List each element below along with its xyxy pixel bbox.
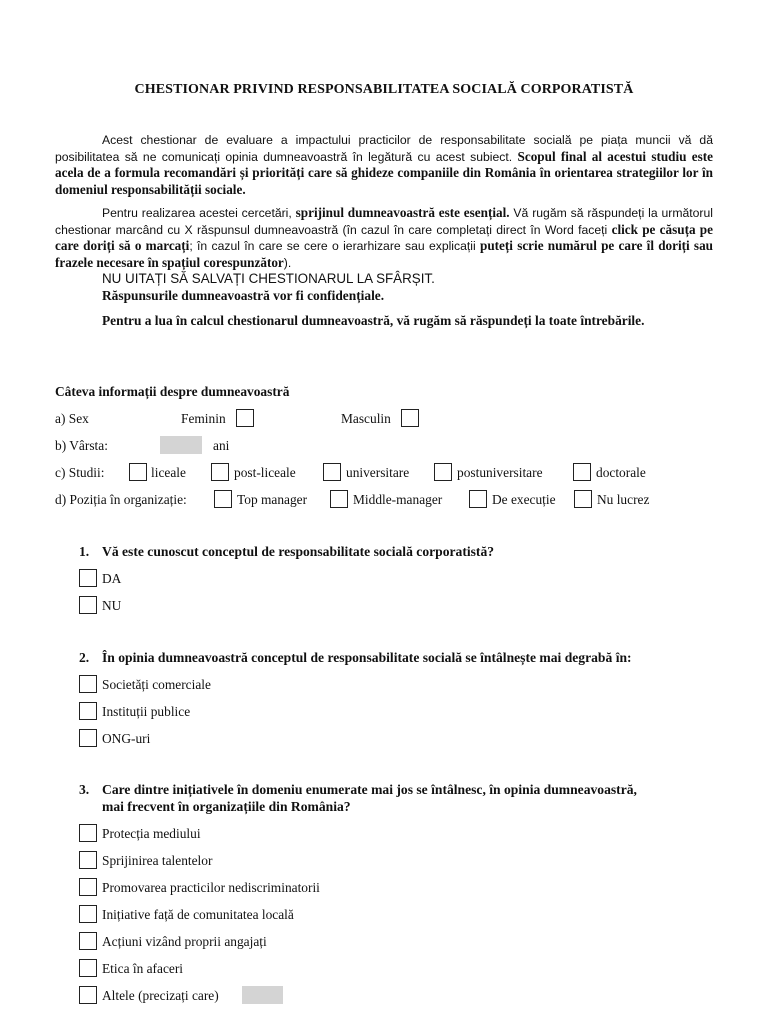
studies-option-label: universitare [346,465,410,480]
position-checkbox[interactable] [469,490,487,508]
q3-option-checkbox[interactable] [79,851,97,869]
sex-male-checkbox[interactable] [401,409,419,427]
position-option-label: Middle-manager [353,492,443,507]
answer-all-note: Pentru a lua în calcul chestionarul dumneavoastră, vă rugăm să răspundeți la toate întrebările. [102,313,645,328]
intro-p2-text-e: ; în cazul în care se cere o ierarhizare sau explicații [189,239,480,254]
studies-option-label: post-liceale [234,465,296,480]
intro-p2-bold-d: click pe căsuța pe care doriți să o marcați [55,221,713,254]
q3-option-checkbox[interactable] [79,878,97,896]
q3-option-label: Altele (precizați care) [102,988,219,1003]
q3-option-label: Acțiuni vizând proprii angajați [102,934,267,949]
intro-p2-bold-b: sprijinul dumneavoastră este esențial. [295,205,510,220]
q3-option-checkbox[interactable] [79,824,97,842]
studies-option-label: liceale [151,465,186,480]
intro-p1-bold: Scopul final al acestui studiu este acela de a formula recomandări și priorități care să ghideze companiile din România în orientarea strategiilor lor în domeniul responsabilității sociale. [55,148,713,197]
sex-option-label: Feminin [181,411,226,426]
question-2-text: În opinia dumneavoastră conceptul de responsabilitate socială se întâlnește mai degrabă în: [102,650,632,665]
intro-paragraph-2 [55,205,713,271]
position-checkbox[interactable] [330,490,348,508]
q3-option-checkbox[interactable] [79,932,97,950]
q3-option-label: Inițiative față de comunitatea locală [102,907,294,922]
sex-female-checkbox[interactable] [236,409,254,427]
age-unit: ani [213,438,230,453]
q3-option-checkbox[interactable] [79,959,97,977]
q3-other-input[interactable] [242,986,283,1004]
question-number: 3. [79,782,90,797]
intro-p2-text-c: Vă rugăm să răspundeți la următorul chestionar marcând cu X răspunsul dumneavoastră (în cazul în care completați direct în Word faceți [55,206,713,237]
age-input[interactable] [160,436,202,454]
intro-p2-bold-f: puteți scrie numărul pe care îl doriți sau frazele necesare în spațiul corespunzător [55,238,713,270]
studies-checkbox[interactable] [211,463,229,481]
q1-option-label: DA [102,571,122,586]
position-option-label: Top manager [237,492,308,507]
position-checkbox[interactable] [574,490,592,508]
studies-checkbox[interactable] [323,463,341,481]
q3-option-checkbox[interactable] [79,986,97,1004]
q1-option-checkbox[interactable] [79,569,97,587]
q3-option-label: Sprijinirea talentelor [102,853,213,868]
info-heading: Câteva informații despre dumneavoastră [55,384,290,399]
q3-option-label: Protecția mediului [102,826,201,841]
q1-option-label: NU [102,598,122,613]
question-1-text: Vă este cunoscut conceptul de responsabilitate socială corporatistă? [102,544,495,559]
q1-option-checkbox[interactable] [79,596,97,614]
studies-checkbox[interactable] [434,463,452,481]
q2-option-checkbox[interactable] [79,675,97,693]
q2-option-checkbox[interactable] [79,729,97,747]
q2-option-label: Instituții publice [102,704,191,719]
sex-label: a) Sex [55,411,89,426]
studies-checkbox[interactable] [573,463,591,481]
save-notice: NU UITAȚI SĂ SALVAȚI CHESTIONARUL LA SFÂRȘIT. [102,271,435,286]
studies-checkbox[interactable] [129,463,147,481]
intro-p1-text: Acest chestionar de evaluare a impactului practicilor de responsabilitate socială pe piața muncii vă dă posibilitatea să ne comunicați opinia dumneavoastră în legătură cu acest subiect. [55,133,713,164]
q3-option-label: Etica în afaceri [102,961,184,976]
document-title: CHESTIONAR PRIVIND RESPONSABILITATEA SOCIALĂ CORPORATISTĂ [134,82,634,97]
question-3-text: Care dintre inițiativele în domeniu enumerate mai jos se întâlnesc, în opinia dumneavoastră, [102,782,637,797]
position-label: d) Poziția în organizație: [55,492,187,507]
intro-p2-text-a: Pentru realizarea acestei cercetări, [102,206,296,220]
question-3-text-cont: mai frecvent în organizațiile din România? [102,799,351,814]
q2-option-label: ONG-uri [102,731,151,746]
position-option-label: Nu lucrez [597,492,650,507]
studies-option-label: doctorale [596,465,646,480]
intro-paragraph-1 [55,132,713,198]
position-checkbox[interactable] [214,490,232,508]
q3-option-checkbox[interactable] [79,905,97,923]
position-option-label: De execuție [492,492,556,507]
q3-option-label: Promovarea practicilor nediscriminatorii [102,880,320,895]
question-number: 2. [79,650,90,665]
q2-option-checkbox[interactable] [79,702,97,720]
studies-label: c) Studii: [55,465,105,480]
question-number: 1. [79,544,90,559]
sex-option-label: Masculin [341,411,391,426]
confidentiality-note: Răspunsurile dumneavoastră vor fi confidențiale. [102,288,385,303]
studies-option-label: postuniversitare [457,465,543,480]
age-label: b) Vârsta: [55,438,108,453]
intro-p2-text-g: ). [283,255,292,270]
q2-option-label: Societăți comerciale [102,677,211,692]
